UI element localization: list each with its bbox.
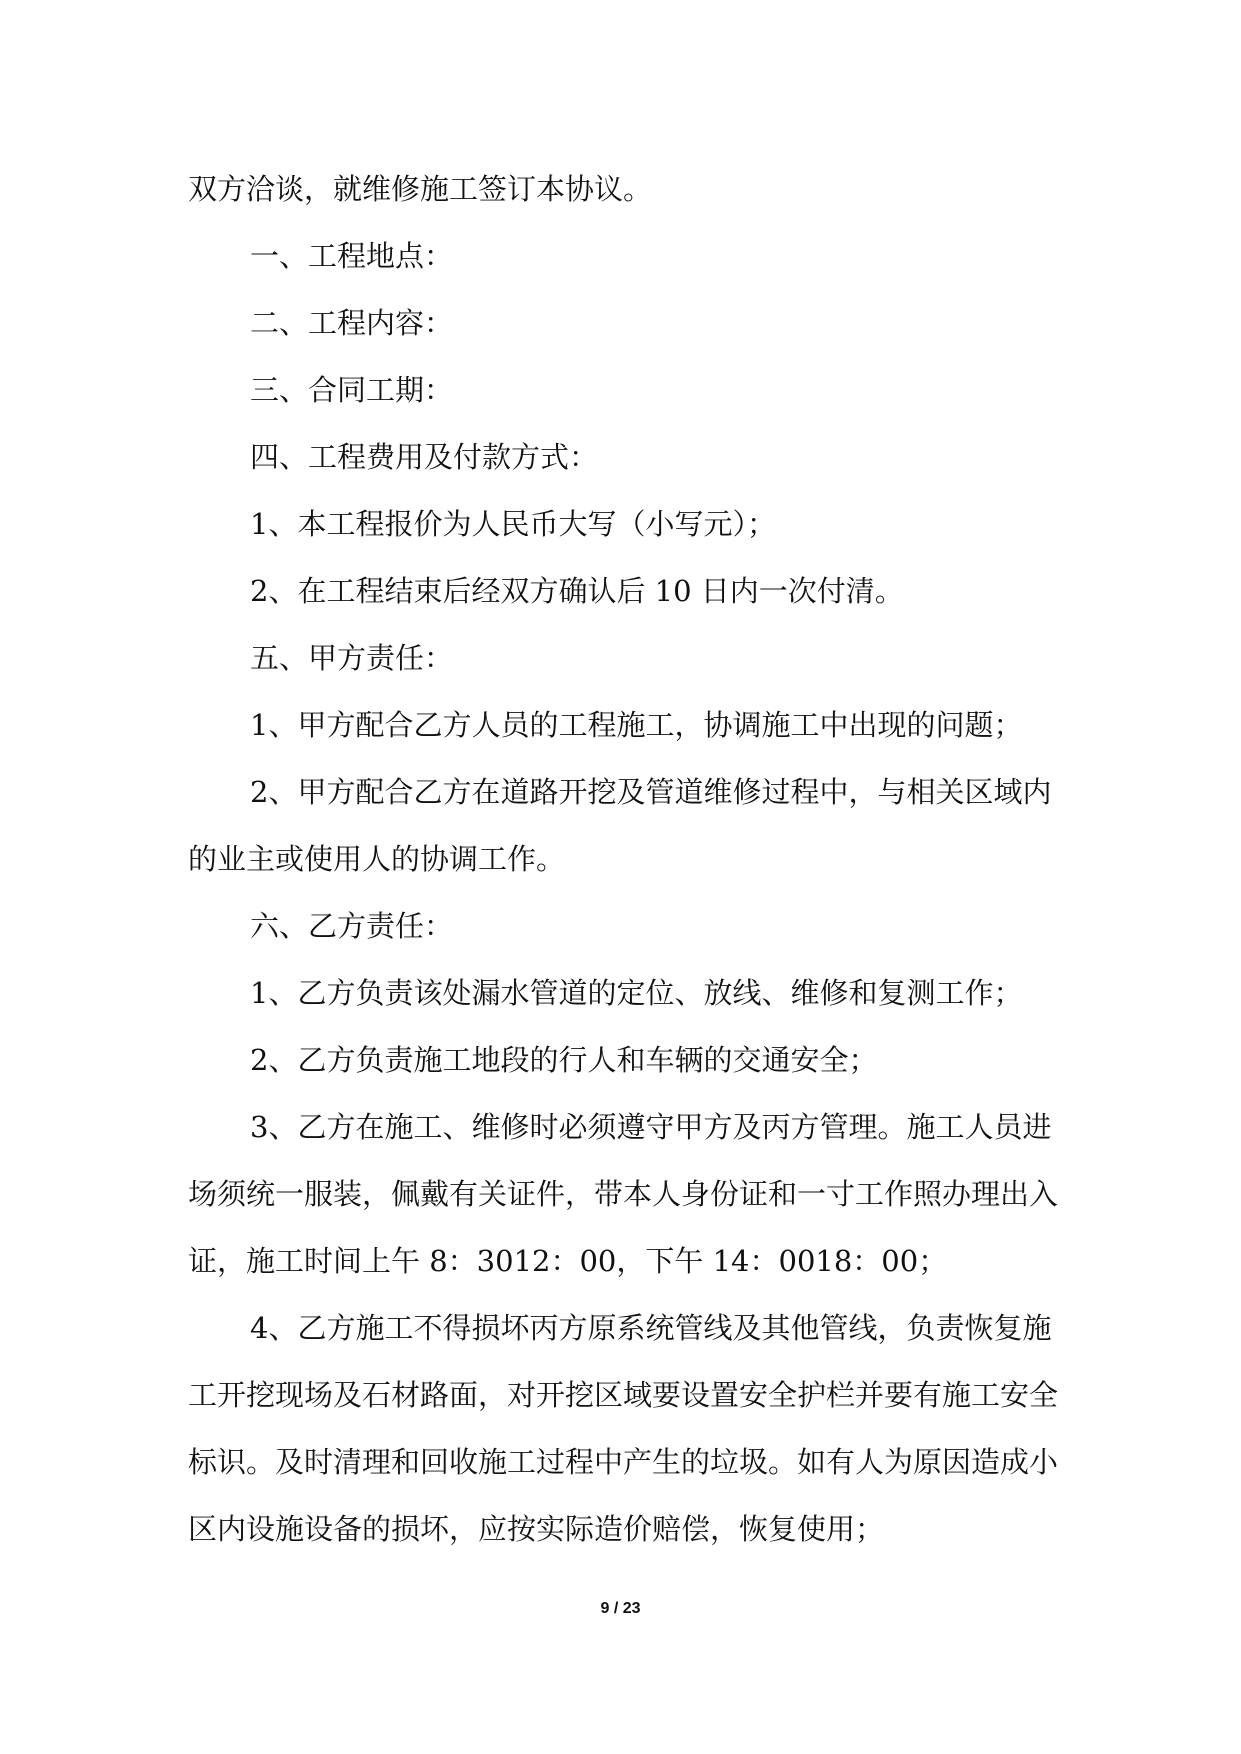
clause-party-a-1: 1、甲方配合乙方人员的工程施工，协调施工中出现的问题； [250, 708, 1023, 742]
clause-party-b-1: 1、乙方负责该处漏水管道的定位、放线、维修和复测工作； [250, 976, 1023, 1010]
heading-project-content: 二、工程内容： [250, 306, 454, 340]
clause-party-b-3: 3、乙方在施工、维修时必须遵守甲方及丙方管理。施工人员进场须统一服装，佩戴有关证件，带本人身份证和一寸工作照办理出入证，施工时间上午 8：3012：00，下午 14：0018：00； [188, 1110, 1059, 1278]
clause-party-b-4: 4、乙方施工不得损坏丙方原系统管线及其他管线，负责恢复施工开挖现场及石材路面，对开挖区域要设置安全护栏并要有施工安全标识。及时清理和回收施工过程中产生的垃圾。如有人为原因造成小区内设施设备的损坏，应按实际造价赔偿，恢复使用； [188, 1311, 1059, 1546]
page-number: 9 / 23 [600, 1600, 641, 1617]
clause-quote: 1、本工程报价为人民币大写（小写元）； [250, 507, 776, 541]
clause-payment: 2、在工程结束后经双方确认后 10 日内一次付清。 [250, 574, 904, 608]
paragraph-intro: 双方洽谈，就维修施工签订本协议。 [188, 172, 653, 206]
heading-contract-period: 三、合同工期： [250, 373, 454, 407]
heading-cost-payment: 四、工程费用及付款方式： [250, 440, 599, 474]
clause-party-a-2: 2、甲方配合乙方在道路开挖及管道维修过程中，与相关区域内的业主或使用人的协调工作。 [188, 775, 1052, 876]
heading-party-a-duties: 五、甲方责任： [250, 641, 454, 675]
heading-project-location: 一、工程地点： [250, 239, 454, 273]
document-body [188, 156, 1058, 1563]
clause-party-b-2: 2、乙方负责施工地段的行人和车辆的交通安全； [250, 1043, 878, 1077]
heading-party-b-duties: 六、乙方责任： [250, 909, 454, 943]
